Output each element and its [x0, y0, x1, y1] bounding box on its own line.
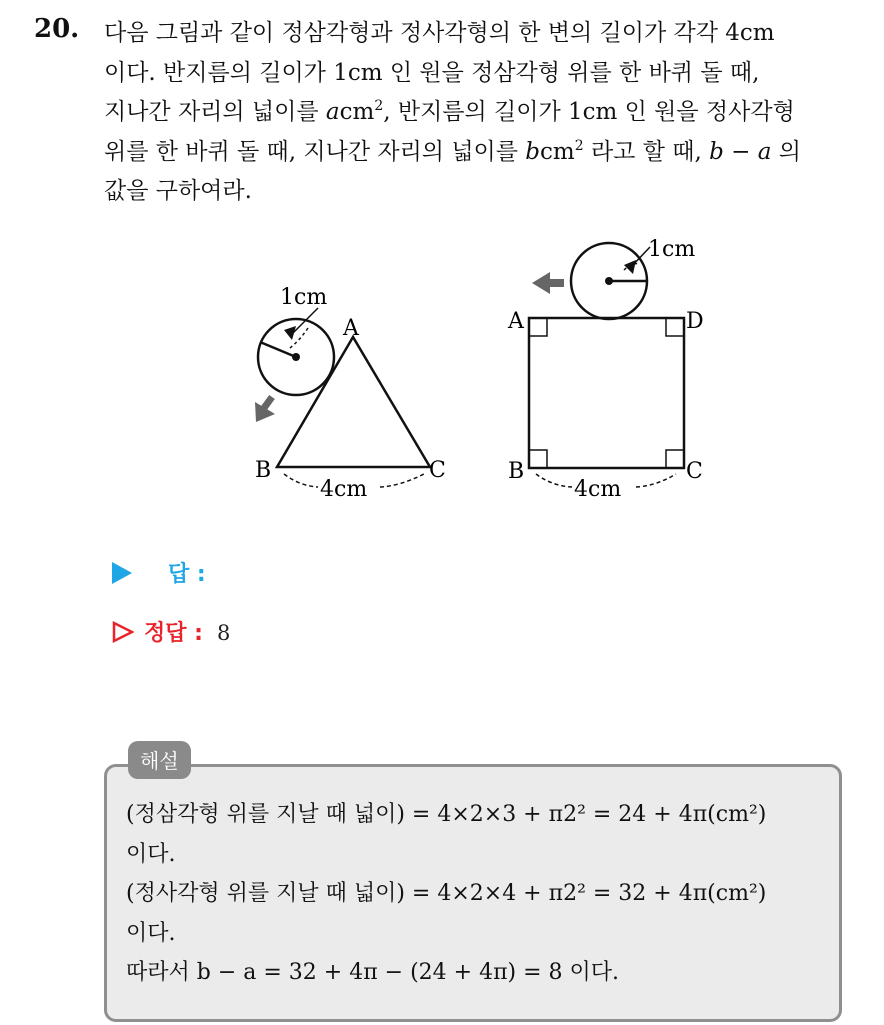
- solution-tag: 해설: [128, 741, 191, 779]
- triangle-figure: [255, 285, 446, 502]
- vertex-b-label: B: [255, 458, 272, 483]
- direction-arrow-icon: [255, 397, 275, 422]
- answer-label: 답 :: [168, 562, 206, 587]
- question-text-segment: 이다. 반지름의 길이가 1cm 인 원을 정삼각형 위를 한 바퀴 돌 때,: [104, 59, 760, 86]
- right-angle-mark: [666, 318, 684, 336]
- label-arrowhead: [624, 260, 636, 274]
- square: [529, 318, 684, 468]
- unit-text: cm: [339, 99, 375, 125]
- variable-b: b: [525, 138, 541, 165]
- correct-answer-value: 8: [216, 621, 231, 645]
- question-text-segment: 지나간 자리의 넓이를: [104, 99, 326, 125]
- question-text-segment: 위를 한 바퀴 돌 때, 지나간 자리의 넓이를: [104, 138, 526, 165]
- square-figure: [507, 237, 704, 502]
- exponent: 2: [374, 98, 384, 114]
- vertex-c-label: C: [686, 459, 703, 484]
- unit-text: cm: [540, 138, 575, 165]
- question-number: 20.: [34, 14, 80, 44]
- solution-line: (정삼각형 위를 지날 때 넓이) = 4×2×3 + π2² = 24 + 4π(cm²): [126, 802, 767, 827]
- solution-text: [126, 795, 836, 993]
- solution-line: (정사각형 위를 지날 때 넓이) = 4×2×4 + π2² = 32 + 4π(cm²): [126, 881, 767, 906]
- question-text-segment: 의: [771, 138, 801, 165]
- triangle-side-label: 4cm: [320, 477, 368, 502]
- play-triangle-icon: [112, 562, 132, 584]
- right-angle-mark: [529, 450, 547, 468]
- triangle-radius-label: 1cm: [280, 285, 328, 310]
- question-text-segment: , 반지름의 길이가 1cm 인 원을 정사각형: [383, 99, 795, 125]
- question-text-segment: 다음 그림과 같이 정삼각형과 정사각형의 한 변의 길이가 각각 4cm: [104, 20, 775, 46]
- side-dash-left: [536, 474, 572, 487]
- vertex-c-label: C: [429, 458, 446, 483]
- answer-row: [112, 557, 206, 588]
- side-dash-left: [284, 474, 318, 487]
- vertex-d-label: D: [686, 309, 704, 334]
- vertex-b-label: B: [508, 459, 525, 484]
- vertex-a-label: A: [343, 316, 359, 341]
- right-angle-mark: [666, 450, 684, 468]
- side-dash-right: [380, 474, 424, 487]
- solution-line: 따라서 b − a = 32 + 4π − (24 + 4π) = 8 이다.: [126, 960, 620, 985]
- solution-line: 이다.: [126, 841, 176, 867]
- square-radius-label: 1cm: [648, 237, 696, 262]
- right-angle-mark: [529, 318, 547, 336]
- radius-line: [260, 342, 296, 357]
- question-text-segment: 라고 할 때,: [583, 138, 710, 165]
- exponent: 2: [574, 137, 584, 154]
- label-arrowhead: [284, 326, 296, 340]
- direction-arrow-icon: [532, 272, 564, 294]
- variable-a: a: [325, 99, 340, 125]
- square-side-label: 4cm: [574, 477, 622, 502]
- side-dash-right: [636, 474, 676, 487]
- correct-answer-row: [112, 616, 230, 647]
- vertex-a-label: A: [508, 309, 524, 334]
- outline-triangle-icon: [112, 621, 134, 643]
- question-text-segment: 값을 구하여라.: [104, 178, 252, 204]
- correct-answer-label: 정답 :: [144, 621, 203, 646]
- solution-line: 이다.: [126, 920, 176, 946]
- expression-b-minus-a: b − a: [709, 138, 772, 165]
